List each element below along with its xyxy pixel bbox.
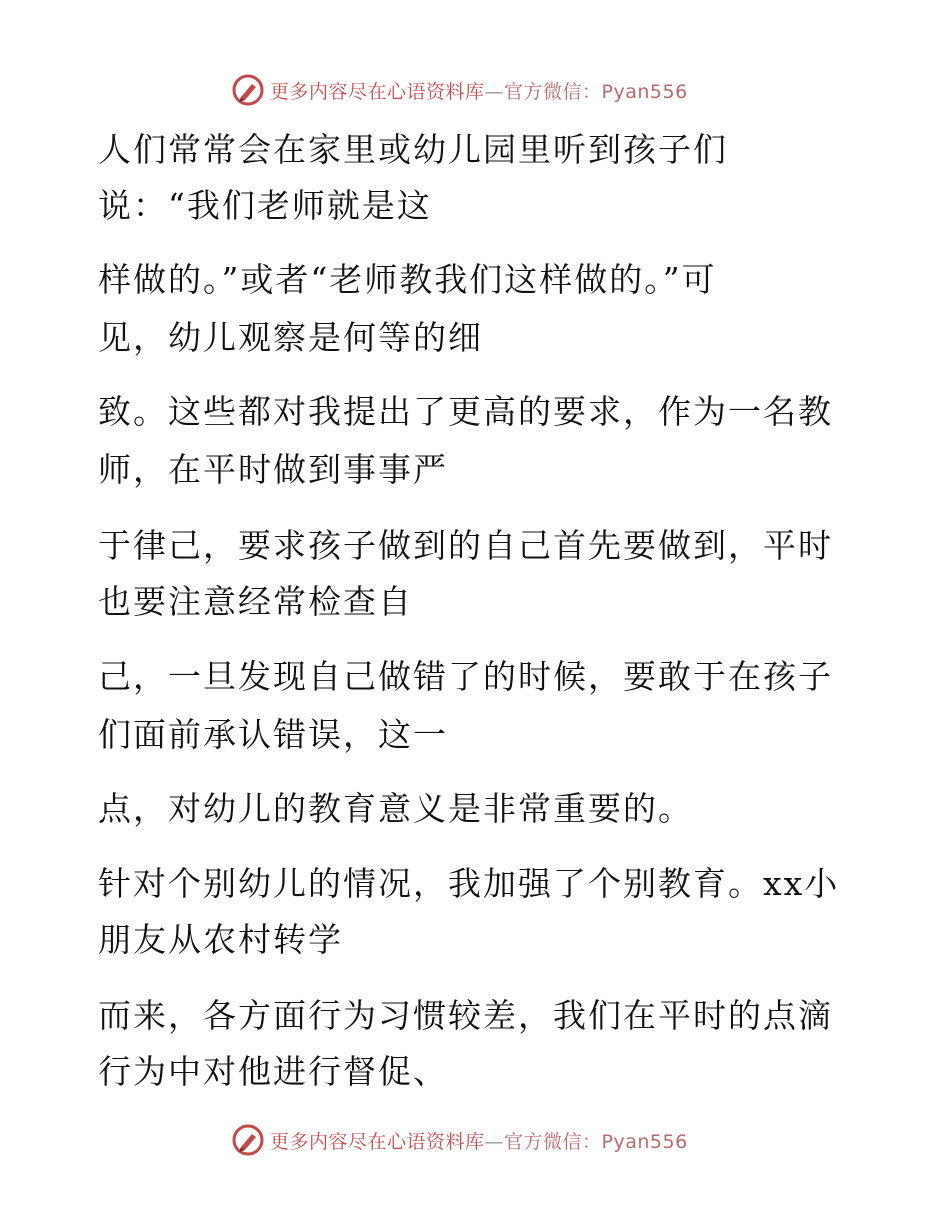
text-line: 己，一旦发现自己做错了的时候，要敢于在孩子 — [98, 657, 833, 696]
banner-wechat-label: 官方微信： — [504, 1130, 602, 1153]
banner-text — [270, 1127, 688, 1154]
text-line: 师，在平时做到事事严 — [98, 450, 448, 489]
text-line: 样做的。”或者“老师教我们这样做的。”可 — [98, 260, 717, 299]
text-line: 也要注意经常检查自 — [98, 582, 413, 621]
text-line: 见，幼儿观察是何等的细 — [98, 318, 483, 357]
banner-wechat-id: Pyan556 — [601, 80, 688, 103]
banner-wechat-id: Pyan556 — [601, 1130, 688, 1153]
pen-logo-icon — [232, 74, 264, 106]
text-line: 说：“我们老师就是这 — [98, 186, 432, 225]
text-line: 点，对幼儿的教育意义是非常重要的。 — [98, 789, 693, 828]
banner-text — [270, 77, 688, 104]
text-line: 致。这些都对我提出了更高的要求，作为一名教 — [98, 392, 833, 431]
pen-logo-icon — [232, 1124, 264, 1156]
text-line: 们面前承认错误，这一 — [98, 715, 448, 754]
banner-site-name: 更多内容尽在心语资料库 — [270, 80, 485, 103]
banner-separator: — — [484, 1130, 505, 1153]
header-banner — [232, 70, 688, 110]
banner-wechat-label: 官方微信： — [504, 80, 602, 103]
text-line: 朋友从农村转学 — [98, 920, 343, 959]
banner-separator: — — [484, 80, 505, 103]
text-line: 行为中对他进行督促、 — [98, 1052, 448, 1091]
text-line: 针对个别幼儿的情况，我加强了个别教育。xx小 — [98, 864, 840, 903]
text-line: 而来，各方面行为习惯较差，我们在平时的点滴 — [98, 996, 833, 1035]
text-line: 于律己，要求孩子做到的自己首先要做到，平时 — [98, 526, 833, 565]
banner-site-name: 更多内容尽在心语资料库 — [270, 1130, 485, 1153]
footer-banner — [232, 1120, 688, 1160]
text-line: 人们常常会在家里或幼儿园里听到孩子们 — [98, 130, 728, 169]
